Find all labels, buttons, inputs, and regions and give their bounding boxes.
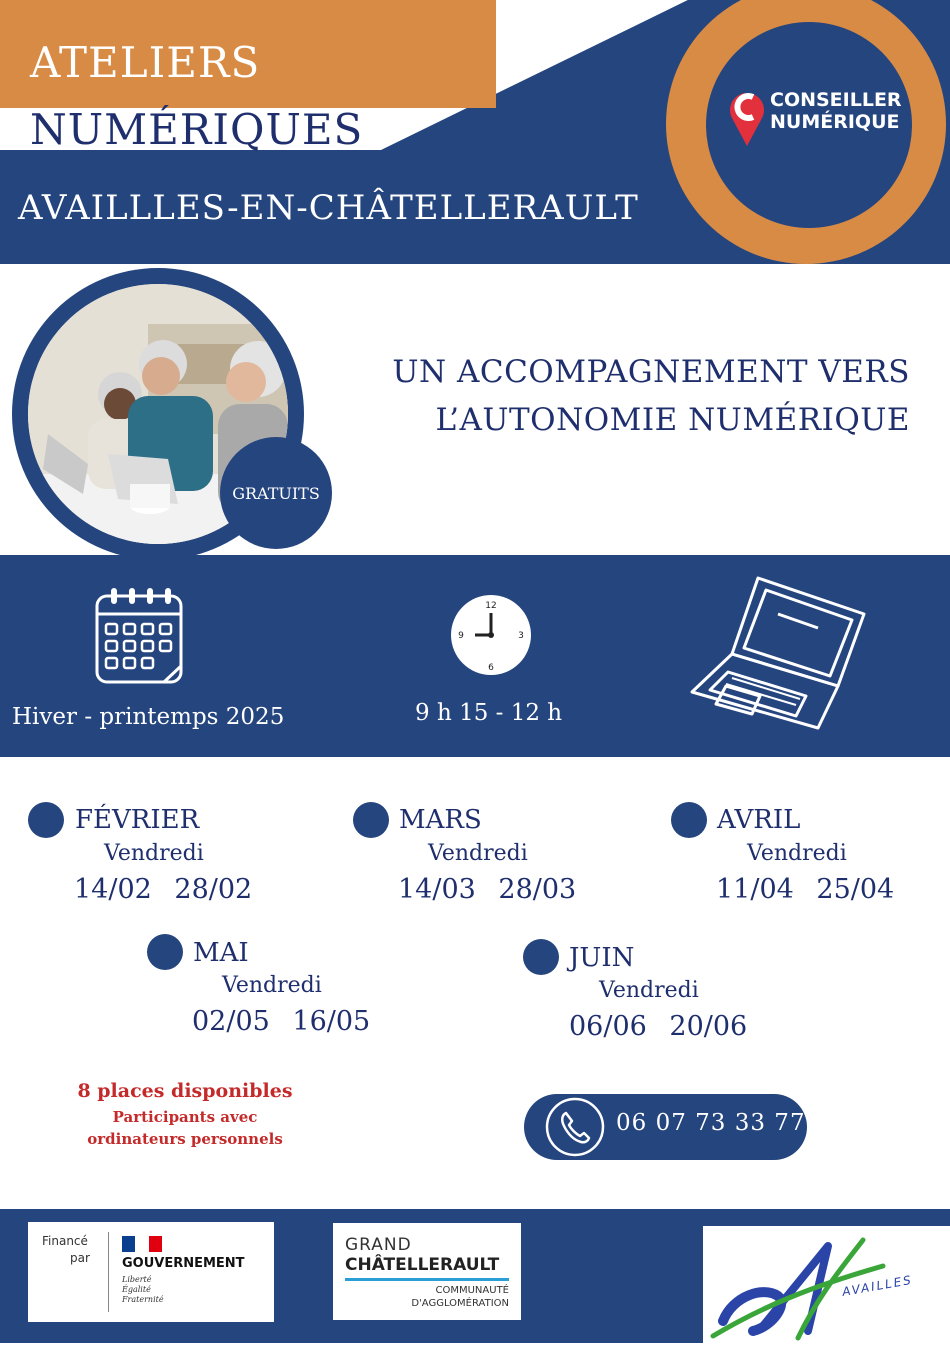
- svg-text:3: 3: [518, 631, 524, 641]
- places-info: [60, 1080, 310, 1150]
- phone-number: 06 07 73 33 77: [616, 1110, 806, 1136]
- gc-line1: GRAND: [345, 1235, 412, 1255]
- tagline-line2: L’AUTONOMIE NUMÉRIQUE: [435, 402, 910, 438]
- gc-underline: [345, 1278, 509, 1281]
- month-label: FÉVRIER: [75, 805, 200, 835]
- location-pin-icon: [729, 84, 765, 148]
- day-label: Vendredi: [428, 841, 528, 866]
- month-bullet: [147, 934, 183, 970]
- gov-motto: [122, 1275, 164, 1305]
- gov-divider: [108, 1232, 109, 1312]
- places-count: 8 places disponibles: [77, 1080, 293, 1102]
- month-label: MAI: [193, 938, 249, 968]
- month-label: JUIN: [569, 943, 635, 973]
- phone-icon: [544, 1096, 606, 1158]
- month-label: MARS: [399, 805, 482, 835]
- dates-label: 06/06 20/06: [569, 1011, 748, 1042]
- dates-label: 14/03 28/03: [398, 874, 577, 905]
- hours-text: 9 h 15 - 12 h: [415, 700, 563, 726]
- tagline: [330, 348, 910, 444]
- svg-text:9: 9: [458, 631, 464, 641]
- laptop-icon: [688, 574, 870, 734]
- badge-text: [770, 89, 902, 133]
- clock-icon: [449, 593, 533, 677]
- title-line1: ATELIERS: [30, 38, 261, 87]
- availles-mark: [703, 1226, 950, 1343]
- svg-text:6: 6: [488, 663, 494, 673]
- day-label: Vendredi: [104, 841, 204, 866]
- places-note-line2: ordinateurs personnels: [87, 1130, 283, 1148]
- gov-name: GOUVERNEMENT: [122, 1256, 245, 1271]
- gc-line3: COMMUNAUTÉ: [435, 1285, 509, 1296]
- day-label: Vendredi: [599, 978, 699, 1003]
- government-logo: [28, 1222, 274, 1322]
- gov-motto-liberte: Liberté: [122, 1275, 152, 1284]
- gc-line4: D'AGGLOMÉRATION: [411, 1298, 509, 1309]
- availles-logo: [703, 1226, 950, 1343]
- gov-motto-egalite: Égalité: [122, 1285, 151, 1294]
- gov-par-text: par: [70, 1251, 90, 1265]
- gov-motto-fraternite: Fraternité: [122, 1295, 164, 1304]
- town-name: AVAILLLES-EN-CHÂTELLERAULT: [18, 188, 639, 228]
- badge-line2: NUMÉRIQUE: [770, 111, 900, 133]
- title-line2: NUMÉRIQUES: [30, 105, 364, 154]
- svg-text:12: 12: [485, 601, 497, 611]
- grand-chatellerault-logo: [333, 1223, 521, 1320]
- month-bullet: [353, 802, 389, 838]
- marianne-flag-icon: [122, 1236, 162, 1252]
- calendar-icon: [94, 586, 184, 686]
- dates-label: 02/05 16/05: [192, 1006, 371, 1037]
- month-bullet: [28, 802, 64, 838]
- tagline-line1: UN ACCOMPAGNEMENT VERS: [392, 354, 910, 390]
- month-bullet: [523, 939, 559, 975]
- season-text: Hiver - printemps 2025: [12, 704, 285, 730]
- dates-label: 11/04 25/04: [716, 874, 895, 905]
- places-note-line1: Participants avec: [112, 1108, 258, 1126]
- gov-financed-text: Financé: [42, 1234, 88, 1248]
- month-bullet: [671, 802, 707, 838]
- day-label: Vendredi: [222, 973, 322, 998]
- free-badge: GRATUITS: [220, 437, 332, 549]
- availles-text: AVAILLES: [841, 1272, 914, 1299]
- badge-line1: CONSEILLER: [770, 89, 902, 111]
- month-label: AVRIL: [717, 805, 801, 835]
- day-label: Vendredi: [747, 841, 847, 866]
- gc-line2: CHÂTELLERAULT: [345, 1255, 500, 1275]
- dates-label: 14/02 28/02: [74, 874, 253, 905]
